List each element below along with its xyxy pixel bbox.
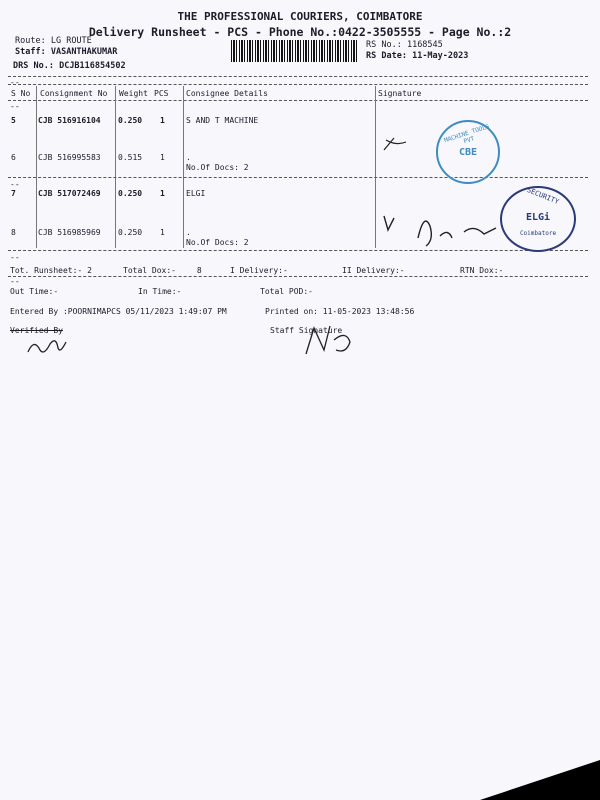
col-weight: Weight [119, 89, 148, 98]
company-title: THE PROFESSIONAL COURIERS, COIMBATORE [177, 10, 423, 23]
row-consignee: S AND T MACHINE [186, 116, 259, 125]
security-stamp: SECURITY ELGi Coimbatore [500, 186, 576, 252]
drs-line: DRS No.: DCJB116854502 [13, 61, 126, 71]
divider [8, 84, 588, 85]
separator-mark: -- [10, 253, 20, 262]
col-consignee: Consignee Details [186, 89, 268, 98]
divider [8, 177, 588, 178]
separator-mark: -- [10, 180, 20, 189]
separator-mark: -- [10, 102, 20, 111]
row-weight: 0.250 [118, 116, 143, 125]
row-consignment: CJB 516916104 [38, 116, 101, 125]
col-consignment: Consignment No [40, 89, 108, 98]
runsheet-subtitle: Delivery Runsheet - PCS - Phone No.:0422-3505555 - Page No.:2 [88, 25, 512, 39]
total-runsheet: Tot. Runsheet:- 2 [10, 266, 92, 275]
i-delivery: I Delivery:- [230, 266, 288, 275]
signature-scribble [300, 320, 360, 360]
divider [8, 76, 588, 77]
rs-no-line: RS No.: 1168545 [366, 40, 443, 50]
signature-scribble [24, 334, 74, 358]
row-weight: 0.250 [118, 228, 143, 237]
column-line [36, 86, 37, 248]
row-sno: 7 [11, 189, 16, 198]
row-pcs: 1 [160, 189, 165, 198]
col-sno: S No [11, 89, 31, 98]
row-weight: 0.250 [118, 189, 143, 198]
row-sno: 5 [11, 116, 16, 125]
row-pcs: 1 [160, 116, 165, 125]
row-weight: 0.515 [118, 153, 143, 162]
signature-scribble [378, 208, 508, 252]
in-time: In Time:- [138, 287, 182, 296]
company-stamp: MACHINE TOOLS PVT CBE [436, 120, 500, 184]
rtn-dox: RTN Dox:- [460, 266, 504, 275]
row-sno: 8 [11, 228, 16, 237]
printed-on: Printed on: 11-05-2023 13:48:56 [265, 307, 415, 316]
ii-delivery: II Delivery:- [342, 266, 405, 275]
separator-mark: -- [10, 78, 20, 87]
column-line [115, 86, 116, 248]
row-consignee: . [186, 153, 191, 162]
staff-signature-label: Staff Signature [270, 326, 343, 335]
out-time: Out Time:- [10, 287, 59, 296]
row-consignment: CJB 516985969 [38, 228, 101, 237]
entered-by: Entered By :POORNIMAPCS 05/11/2023 1:49:07 PM [10, 307, 227, 316]
scan-corner [480, 760, 600, 800]
divider [8, 100, 588, 101]
divider [8, 276, 588, 277]
col-pcs: PCS [154, 89, 169, 98]
row-pcs: 1 [160, 228, 165, 237]
rs-date-line: RS Date: 11-May-2023 [366, 51, 469, 61]
signature-scribble [380, 132, 410, 156]
row-consignment: CJB 517072469 [38, 189, 101, 198]
separator-mark: -- [10, 277, 20, 286]
row-consignment: CJB 516995583 [38, 153, 101, 162]
row-consignee: ELGI [186, 189, 206, 198]
column-line [183, 86, 184, 248]
route-line: Route: LG ROUTE [15, 36, 92, 46]
row-sno: 6 [11, 153, 16, 162]
column-line [375, 86, 376, 248]
col-signature: Signature [378, 89, 422, 98]
total-dox: Total Dox:- 8 [123, 266, 202, 275]
row-docs: No.Of Docs: 2 [186, 163, 249, 172]
barcode [231, 40, 359, 62]
row-pcs: 1 [160, 153, 165, 162]
verified-by: Verified By [10, 326, 63, 335]
total-pod: Total POD:- [260, 287, 313, 296]
staff-line: Staff: VASANTHAKUMAR [15, 47, 118, 57]
row-docs: No.Of Docs: 2 [186, 238, 249, 247]
row-consignee: . [186, 228, 191, 237]
